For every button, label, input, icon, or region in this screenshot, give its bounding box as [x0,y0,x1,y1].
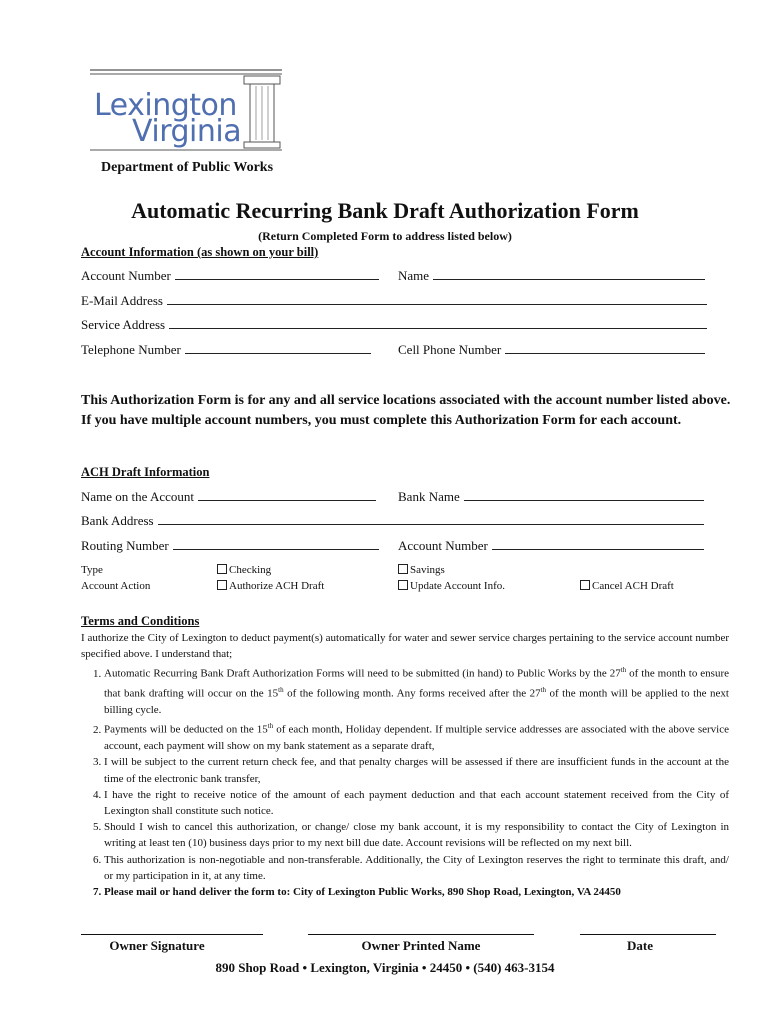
savings-label: Savings [410,564,445,576]
terms-list [81,662,729,900]
name-on-account-label: Name on the Account [81,489,194,504]
telephone-label: Telephone Number [81,342,181,357]
ach-account-number-field[interactable] [398,538,704,554]
city-logo [86,62,286,162]
form-title: Automatic Recurring Bank Draft Authorization Form [131,198,639,223]
account-number-label: Account Number [81,268,171,283]
update-checkbox[interactable] [398,580,408,590]
terms-item-7: 7. Please mail or hand deliver the form to: City of Lexington Public Works, 890 Shop Road, Lexington, VA 24450 [104,884,729,900]
terms-item-6: 6. This authorization is non-negotiable and non-transferable. Additionally, the City of Lexington reserves the right to terminate this draft, and/ or my participation in it, at any time. [104,852,729,884]
terms-item-1: 1. Automatic Recurring Bank Draft Authorization Forms will need to be submitted (in hand) to Public Works by the 27th of the month to ensure that bank drafting will occur on the 15th of the following month. Any forms received after the 27th of the month will be applied to the next billing cycle. [104,662,729,718]
cancel-checkbox[interactable] [580,580,590,590]
service-address-label: Service Address [81,317,166,332]
terms-item-2: 2. Payments will be deducted on the 15th of each month, Holiday dependent. If multiple service addresses are associated with the above service account, each payment will show on my bank statement as a separate draft, [104,718,729,754]
owner-printed-name-line[interactable] [308,934,534,935]
email-label: E-Mail Address [81,293,163,308]
logo-lexington: Lexington [94,88,237,123]
cancel-option[interactable] [580,580,674,592]
routing-number-label: Routing Number [81,538,169,553]
owner-signature-line[interactable] [81,934,263,935]
savings-checkbox[interactable] [398,564,408,574]
checking-option[interactable] [217,564,271,576]
date-line[interactable] [580,934,716,935]
cell-phone-line[interactable] [505,343,705,354]
authorization-notice: This Authorization Form is for any and all service locations associated with the account number listed above. If you have multiple account numbers, you must complete this Authorization Form for each account. [81,393,731,428]
terms-item-5: 5. Should I wish to cancel this authorization, or change/ close my bank account, it is my responsibility to contact the City of Lexington in writing at least ten (10) business days prior to my next bill due date. Account revisions will be reflected on my next bill. [104,819,729,851]
name-field[interactable] [398,268,705,284]
email-line[interactable] [167,294,707,305]
checking-checkbox[interactable] [217,564,227,574]
ach-heading: ACH Draft Information [81,465,210,479]
type-label: Type [81,564,103,576]
routing-number-field[interactable] [81,538,379,554]
account-number-field[interactable] [81,268,379,284]
telephone-field[interactable] [81,342,371,358]
bank-address-line[interactable] [158,514,704,525]
account-info-heading: Account Information (as shown on your bill) [81,245,319,259]
bank-name-label: Bank Name [398,489,460,504]
date-label: Date [627,938,653,953]
terms-item-3: 3. I will be subject to the current return check fee, and that penalty charges will be assessed if there are insufficient funds in the account at the time of the electronic bank transfer, [104,754,729,786]
authorize-option[interactable] [217,580,324,592]
update-label: Update Account Info. [410,580,505,592]
service-address-field[interactable] [81,317,707,333]
owner-signature-label: Owner Signature [109,938,205,953]
update-option[interactable] [398,580,505,592]
terms-body [81,630,729,900]
account-number-line[interactable] [175,269,379,280]
routing-number-line[interactable] [173,539,379,550]
ach-account-number-label: Account Number [398,538,488,553]
cell-phone-field[interactable] [398,342,705,358]
terms-item-4: 4. I have the right to receive notice of the amount of each payment deduction and that each account statement received from the City of Lexington shall constitute such notice. [104,787,729,819]
department-name: Department of Public Works [101,160,274,175]
terms-intro: I authorize the City of Lexington to deduct payment(s) automatically for water and sewer service charges pertaining to the service account number specified above. I understand that; [81,632,729,661]
email-field[interactable] [81,293,707,309]
terms-heading: Terms and Conditions [81,614,200,628]
name-label: Name [398,268,430,283]
savings-option[interactable] [398,564,445,576]
cell-phone-label: Cell Phone Number [398,342,502,357]
authorize-checkbox[interactable] [217,580,227,590]
ach-account-number-line[interactable] [492,539,704,550]
service-address-line[interactable] [169,318,707,329]
name-line[interactable] [433,269,705,280]
footer-address: 890 Shop Road • Lexington, Virginia • 24450 • (540) 463-3154 [215,960,555,975]
bank-address-label: Bank Address [81,513,154,528]
authorize-label: Authorize ACH Draft [229,580,325,592]
logo-virginia: Virginia [132,114,242,149]
bank-name-line[interactable] [464,490,704,501]
form-subtitle: (Return Completed Form to address listed below) [258,229,512,243]
bank-name-field[interactable] [398,489,704,505]
account-action-label: Account Action [81,580,151,592]
owner-printed-name-label: Owner Printed Name [361,938,481,953]
telephone-line[interactable] [185,343,371,354]
cancel-label: Cancel ACH Draft [592,580,674,592]
name-on-account-line[interactable] [198,490,376,501]
bank-address-field[interactable] [81,513,704,529]
name-on-account-field[interactable] [81,489,376,505]
checking-label: Checking [229,564,272,576]
